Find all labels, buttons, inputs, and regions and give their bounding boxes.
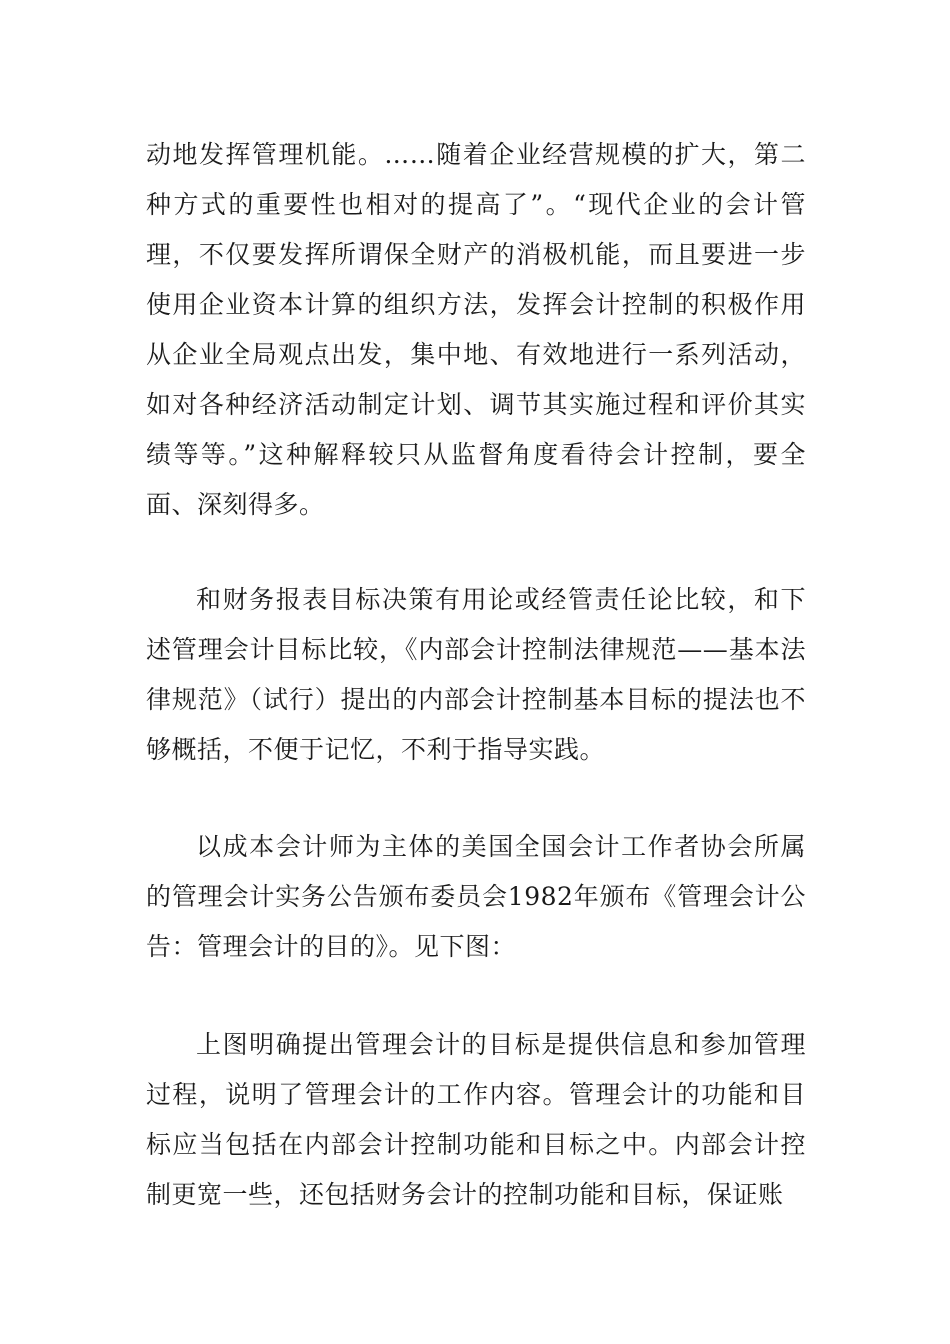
paragraph-2: 和财务报表目标决策有用论或经管责任论比较，和下述管理会计目标比较，《内部会计控制法律规范——基本法律规范》（试行）提出的内部会计控制基本目标的提法也不够概括，不便于记忆，不利于指导实践。 <box>146 585 806 764</box>
paragraph-4: 上图明确提出管理会计的目标是提供信息和参加管理过程，说明了管理会计的工作内容。管理会计的功能和目标应当包括在内部会计控制功能和目标之中。内部会计控制更宽一些，还包括财务会计的控制功能和目标，保证账 <box>146 1030 806 1209</box>
paragraph-3: 以成本会计师为主体的美国全国会计工作者协会所属的管理会计实务公告颁布委员会1982年颁布《管理会计公告：管理会计的目的》。见下图： <box>146 832 806 961</box>
paragraph-1: 动地发挥管理机能。……随着企业经营规模的扩大，第二种方式的重要性也相对的提高了”。“现代企业的会计管理，不仅要发挥所谓保全财产的消极机能，而且要进一步使用企业资本计算的组织方法，发挥会计控制的积极作用从企业全局观点出发，集中地、有效地进行一系列活动，如对各种经济活动制定计划、调节其实施过程和评价其实绩等等。”这种解释较只从监督角度看待会计控制，要全面、深刻得多。 <box>146 140 806 519</box>
